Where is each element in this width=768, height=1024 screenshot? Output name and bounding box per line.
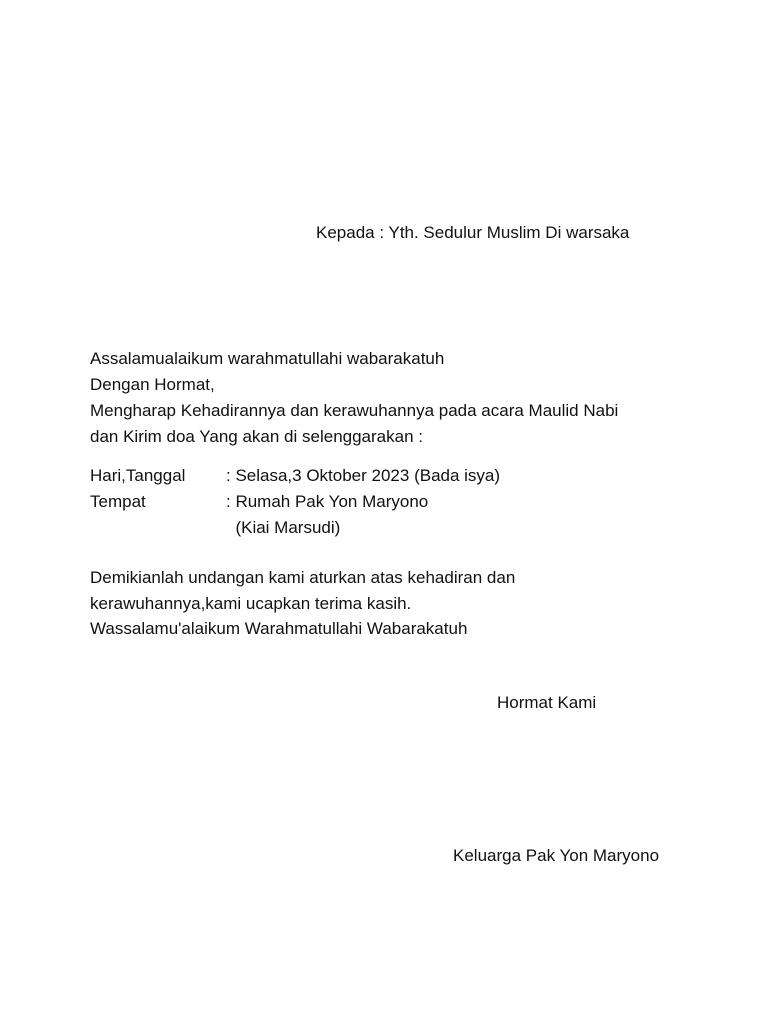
closing-line-2: kerawuhannya,kami ucapkan terima kasih. <box>90 594 412 613</box>
recipient-line: Kepada : Yth. Sedulur Muslim Di warsaka <box>316 223 630 242</box>
date-value: : Selasa,3 Oktober 2023 (Bada isya) <box>226 466 501 485</box>
signature-name: Keluarga Pak Yon Maryono <box>453 846 660 865</box>
invitation-line-1: Mengharap Kehadirannya dan kerawuhannya pada acara Maulid Nabi <box>90 401 619 420</box>
date-label: Hari,Tanggal <box>90 466 186 485</box>
opening-greeting: Assalamualaikum warahmatullahi wabarakatuh <box>90 349 445 368</box>
place-note: (Kiai Marsudi) <box>226 518 341 537</box>
place-value: : Rumah Pak Yon Maryono <box>226 492 429 511</box>
invitation-line-2: dan Kirim doa Yang akan di selenggarakan : <box>90 427 423 446</box>
signature-greeting: Hormat Kami <box>497 693 597 712</box>
salutation: Dengan Hormat, <box>90 375 215 394</box>
closing-line-1: Demikianlah undangan kami aturkan atas kehadiran dan <box>90 568 516 587</box>
closing-line-3: Wassalamu'alaikum Warahmatullahi Wabarakatuh <box>90 619 468 638</box>
place-label: Tempat <box>90 492 146 511</box>
